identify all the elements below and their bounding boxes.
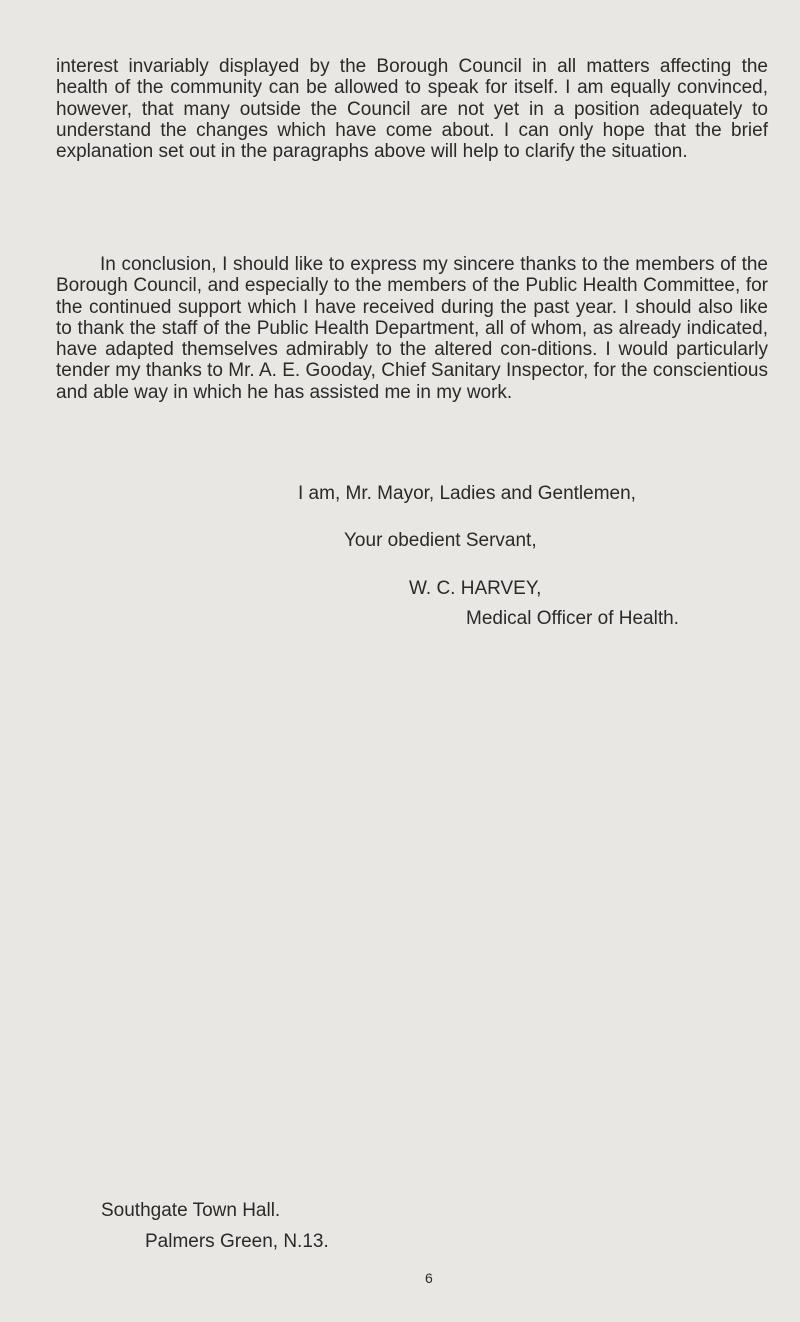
body-paragraph-1: interest invariably displayed by the Borough Council in all matters affecting the health of the community can be allowed to speak for itself. I am equally convinced, however, that many outside the Council are not yet in a position adequately to understand the changes which have come about. I can only hope that the brief explanation set out in the paragraphs above will help to clarify the situation.: [56, 56, 768, 163]
signature-title: Medical Officer of Health.: [466, 608, 679, 629]
closing-valediction: Your obedient Servant,: [344, 530, 537, 551]
address-line-1: Southgate Town Hall.: [101, 1200, 281, 1221]
address-line-2: Palmers Green, N.13.: [145, 1231, 329, 1252]
body-paragraph-2: In conclusion, I should like to express my sincere thanks to the members of the Borough Council, and especially to the members of the Public Health Committee, for the continued support which I have received during the past year. I should also like to thank the staff of the Public Health Department, all of whom, as already indicated, have adapted themselves admirably to the altered con-ditions. I would particularly tender my thanks to Mr. A. E. Gooday, Chief Sanitary Inspector, for the conscientious and able way in which he has assisted me in my work.: [56, 254, 768, 403]
signature-name: W. C. HARVEY,: [409, 578, 542, 599]
page-number: 6: [425, 1270, 433, 1286]
closing-salutation: I am, Mr. Mayor, Ladies and Gentlemen,: [298, 483, 636, 504]
